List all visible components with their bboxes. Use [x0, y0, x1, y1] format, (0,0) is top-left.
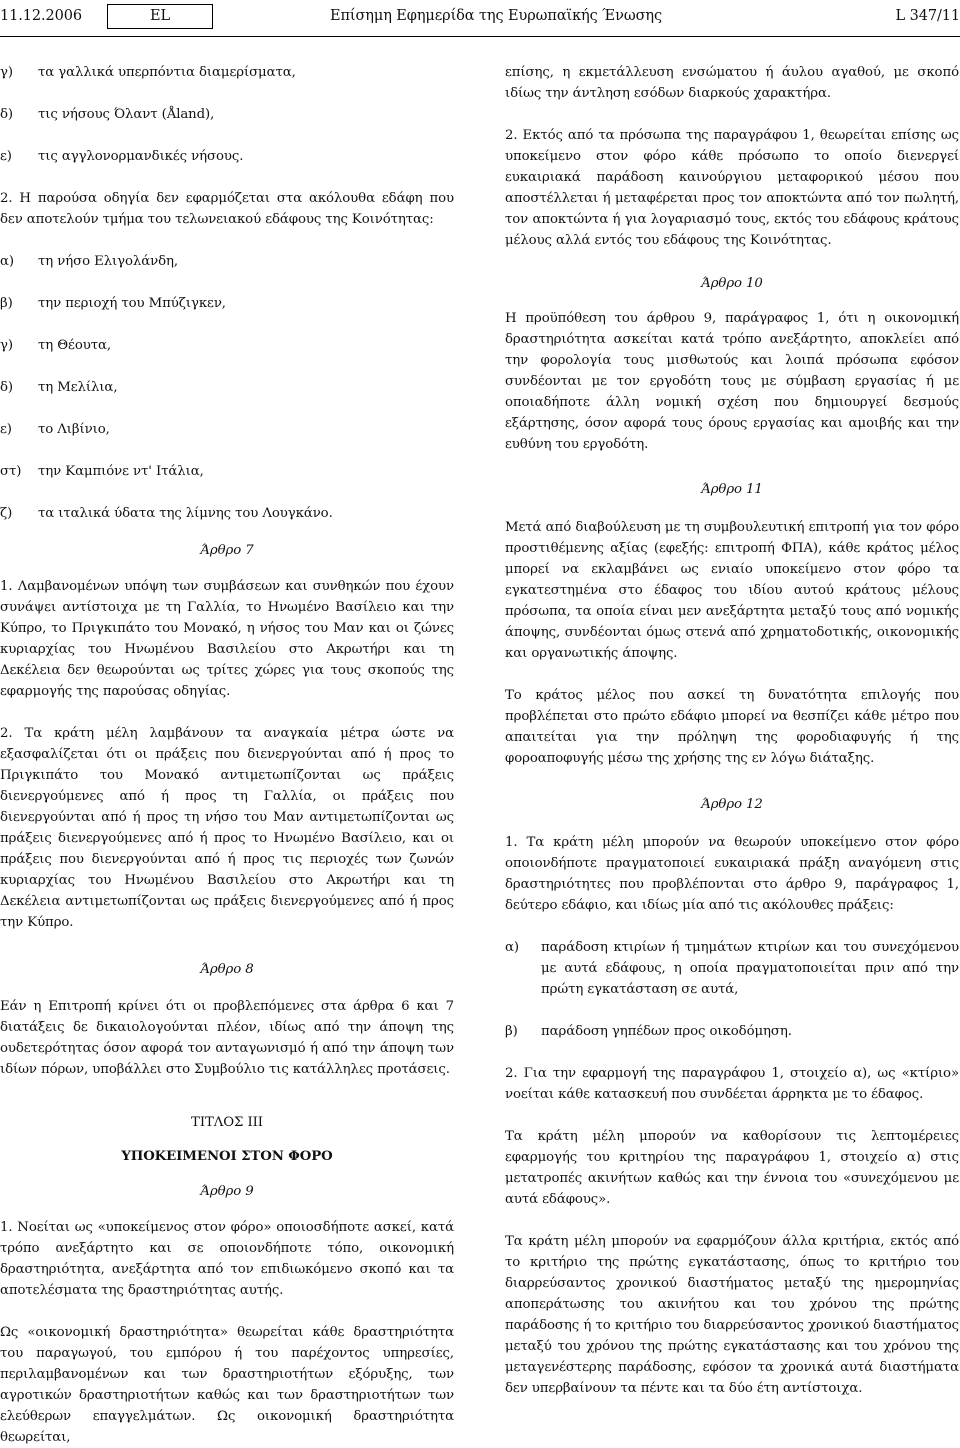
page-header	[0, 0, 960, 37]
list-item	[505, 937, 959, 1000]
list-item	[0, 104, 454, 125]
right-column	[505, 62, 959, 1399]
list-marker: ζ)	[0, 506, 13, 521]
list-text: τη νήσο Ελιγολάνδη,	[38, 254, 178, 269]
list-marker: δ)	[0, 380, 13, 395]
list-text: τη Θέουτα,	[38, 338, 111, 353]
list-marker: γ)	[0, 338, 13, 353]
page-reference: L 347/11	[895, 8, 960, 24]
list-item	[0, 62, 454, 83]
list-item	[0, 293, 454, 314]
publication-date: 11.12.2006	[0, 8, 83, 24]
paragraph: 1. Τα κράτη μέλη μπορούν να θεωρούν υποκείμενο στον φόρο οποιονδήποτε πραγματοποιεί ευκαιριακά πράξη αναγόμενη στις δραστηριότητες που προβλέπονται στο άρθρο 9, παράγραφος 1, δεύτερο εδάφιο, και ιδίως μία από τις ακόλουθες πράξεις:	[505, 835, 959, 913]
list-marker: α)	[0, 254, 14, 269]
list-text: την περιοχή του Μπύζιγκεν,	[38, 296, 226, 311]
paragraph: Ως «οικονομική δραστηριότητα» θεωρείται κάθε δραστηριότητα του παραγωγού, του εμπόρου ή του παρέχοντος υπηρεσίες, περιλαμβανομένων και των δραστηριοτήτων εξόρυξης, των αγροτικών δραστηριοτήτων καθώς και των δραστηριοτήτων των ελεύθερων επαγγελμάτων. Ως οικονομική δραστηριότητα θεωρείται,	[0, 1325, 454, 1445]
title-subheading: ΥΠΟΚΕΙΜΕΝΟΙ ΣΤΟΝ ΦΟΡΟ	[121, 1149, 333, 1164]
title-heading: ΤΙΤΛΟΣ III	[191, 1115, 263, 1130]
list-text: τη Μελίλια,	[38, 380, 118, 395]
paragraph: Η προϋπόθεση του άρθρου 9, παράγραφος 1, ότι η οικονομική δραστηριότητα ασκείται κατά τρόπο ανεξάρτητο, αποκλείει από την φορολογία τους μισθωτούς και λοιπά πρόσωπα εφόσον συνδέονται με τον εργοδότη τους με σύμβαση εργασίας ή με οποιαδήποτε άλλη νομική σχέση που δημιουργεί δεσμούς εξάρτησης, όσον αφορά τους όρους εργασίας και αμοιβής και την ευθύνη του εργοδότη.	[505, 311, 959, 452]
language-code: EL	[107, 4, 213, 29]
list-text: παράδοση κτιρίων ή τμημάτων κτιρίων και του συνεχόμενου με αυτά εδάφους, η οποία πραγματοποιείται πριν από την πρώτη εγκατάσταση σε αυτά,	[541, 940, 959, 997]
list-item	[0, 146, 454, 167]
article-heading: Άρθρο 7	[200, 543, 254, 558]
paragraph: 2. Για την εφαρμογή της παραγράφου 1, στοιχείο α), ως «κτίριο» νοείται κάθε κατασκευή που συνδέεται άρρηκτα με το έδαφος.	[505, 1066, 959, 1102]
article-heading: Άρθρο 8	[200, 962, 254, 977]
paragraph: 2. Τα κράτη μέλη λαμβάνουν τα αναγκαία μέτρα ώστε να εξασφαλίζεται ότι οι πράξεις που διενεργούνται από ή προς το Πριγκιπάτο του Μονακό αντιμετωπίζονται ως πράξεις διενεργούμενες από ή προς τη Γαλλία, οι πράξεις που διενεργούνται από ή προς τη νήσο του Μαν αντιμετωπίζονται ως πράξεις διενεργούμενες από ή προς το Ηνωμένο Βασίλειο, και οι πράξεις που διενεργούνται από ή προς τις περιοχές των ζωνών κυριαρχίας του Ηνωμένου Βασιλείου στο Ακρωτήρι και τη Δεκέλεια αντιμετωπίζονται ως πράξεις διενεργούμενες από ή προς την Κύπρο.	[0, 726, 454, 930]
list-marker: α)	[505, 940, 519, 955]
list-text: το Λιβίνιο,	[38, 422, 110, 437]
left-column	[0, 62, 454, 1448]
list-item	[0, 461, 454, 482]
list-text: τις νήσους Όλαντ (Åland),	[38, 107, 215, 122]
list-marker: β)	[0, 296, 13, 311]
list-item	[505, 1021, 959, 1042]
list-item	[0, 377, 454, 398]
list-text: παράδοση γηπέδων προς οικοδόμηση.	[541, 1024, 792, 1039]
paragraph: 1. Λαμβανομένων υπόψη των συμβάσεων και συνθηκών που έχουν συνάψει αντίστοιχα με τη Γαλλία, το Ηνωμένο Βασίλειο και την Κύπρο, το Πριγκιπάτο του Μονακό, η νήσος του Μαν και οι ζώνες κυριαρχίας του Ηνωμένου Βασιλείου στο Ακρωτήρι και τη Δεκέλεια δεν θεωρούνται ως τρίτες χώρες για τους σκοπούς της εφαρμογής της παρούσας οδηγίας.	[0, 579, 454, 699]
paragraph: επίσης, η εκμετάλλευση ενσώματου ή άυλου αγαθού, με σκοπό ιδίως την άντληση εσόδων διαρκούς χαρακτήρα.	[505, 65, 959, 101]
paragraph: Τα κράτη μέλη μπορούν να εφαρμόζουν άλλα κριτήρια, εκτός από το κριτήριο της πρώτης εγκατάστασης, όπως το κριτήριο του διαρρεύσαντος χρονικού διαστήματος μεταξύ της ημερομηνίας αποπεράτωσης του ακινήτου και του χρόνου της πρώτης παράδοσης ή το κριτήριο του διαρρεύσαντος χρονικού διαστήματος μεταξύ του χρόνου της πρώτης εγκατάστασης και του χρόνου της μεταγενέστερης παράδοσης, εφόσον τα χρονικά αυτά διαστήματα δεν υπερβαίνουν τα πέντε και τα δύο έτη αντίστοιχα.	[505, 1234, 959, 1396]
list-text: την Καμπιόνε ντ' Ιτάλια,	[38, 464, 204, 479]
article-heading: Άρθρο 11	[701, 482, 763, 497]
paragraph: 2. Εκτός από τα πρόσωπα της παραγράφου 1, θεωρείται επίσης ως υποκείμενο στον φόρο κάθε πρόσωπο το οποίο διενεργεί ευκαιριακά παράδοση καινούργιου μεταφορικού μέσου που αποστέλλεται ή μεταφέρεται προς τον αποκτώντα από τον πωλητή, τον αποκτώντα ή για λογαριασμό τους, εκτός του εδάφους κράτους μέλους αλλά εντός του εδάφους της Κοινότητας.	[505, 128, 959, 248]
list-item	[0, 251, 454, 272]
article-heading: Άρθρο 9	[200, 1184, 254, 1199]
list-item	[0, 335, 454, 356]
paragraph: Μετά από διαβούλευση με τη συμβουλευτική επιτροπή για τον φόρο προστιθέμενης αξίας (εφεξής: επιτροπή ΦΠΑ), κάθε κράτος μέλος μπορεί να εκλαμβάνει ως ενιαίο υποκείμενο στον φόρο τα εγκατεστημένα στο έδαφος του ιδίου αυτού κράτους μέλους πρόσωπα, τα οποία είναι μεν ανεξάρτητα μεταξύ τους από νομικής άποψης, συνδέονται όμως στενά από χρηματοδοτικής, οικονομικής και οργανωτικής άποψης.	[505, 520, 959, 661]
list-marker: ε)	[0, 149, 12, 164]
list-marker: γ)	[0, 65, 13, 80]
list-text: τις αγγλονορμανδικές νήσους.	[38, 149, 244, 164]
paragraph: Εάν η Επιτροπή κρίνει ότι οι προβλεπόμενες στα άρθρα 6 και 7 διατάξεις δε δικαιολογούνται πλέον, ιδίως από την άποψη της ουδετερότητας όσον αφορά τον ανταγωνισμό ή από την άποψη των ιδίων πόρων, υποβάλλει στο Συμβούλιο τις κατάλληλες προτάσεις.	[0, 999, 454, 1077]
paragraph: Τα κράτη μέλη μπορούν να καθορίσουν τις λεπτομέρειες εφαρμογής του κριτηρίου της παραγράφου 1, στοιχείο α) στις μετατροπές ακινήτων καθώς και την έννοια του «συνεχόμενου με αυτά εδάφους».	[505, 1129, 959, 1207]
journal-title: Επίσημη Εφημερίδα της Ευρωπαϊκής Ένωσης	[330, 8, 662, 24]
list-marker: δ)	[0, 107, 13, 122]
list-marker: ε)	[0, 422, 12, 437]
list-text: τα ιταλικά ύδατα της λίμνης του Λουγκάνο.	[38, 506, 333, 521]
list-marker: β)	[505, 1024, 518, 1039]
paragraph: 2. Η παρούσα οδηγία δεν εφαρμόζεται στα ακόλουθα εδάφη που δεν αποτελούν τμήμα του τελωνειακού εδάφους της Κοινότητας:	[0, 191, 454, 227]
article-heading: Άρθρο 12	[701, 797, 763, 812]
article-heading: Άρθρο 10	[701, 276, 763, 291]
list-item	[0, 503, 454, 524]
paragraph: Το κράτος μέλος που ασκεί τη δυνατότητα επιλογής που προβλέπεται στο πρώτο εδάφιο μπορεί να θεσπίζει κάθε μέτρο που απαιτείται για την πρόληψη της φοροδιαφυγής ή της φοροαποφυγής μέσω της χρήσης της εν λόγω διάταξης.	[505, 688, 959, 766]
list-text: τα γαλλικά υπερπόντια διαμερίσματα,	[38, 65, 296, 80]
list-item	[0, 419, 454, 440]
list-marker: στ)	[0, 464, 22, 479]
paragraph: 1. Νοείται ως «υποκείμενος στον φόρο» οποιοσδήποτε ασκεί, κατά τρόπο ανεξάρτητο και σε οποιονδήποτε τόπο, οικονομική δραστηριότητα, ανεξάρτητα από τον επιδιωκόμενο σκοπό και τα αποτελέσματα της δραστηριότητας αυτής.	[0, 1220, 454, 1298]
